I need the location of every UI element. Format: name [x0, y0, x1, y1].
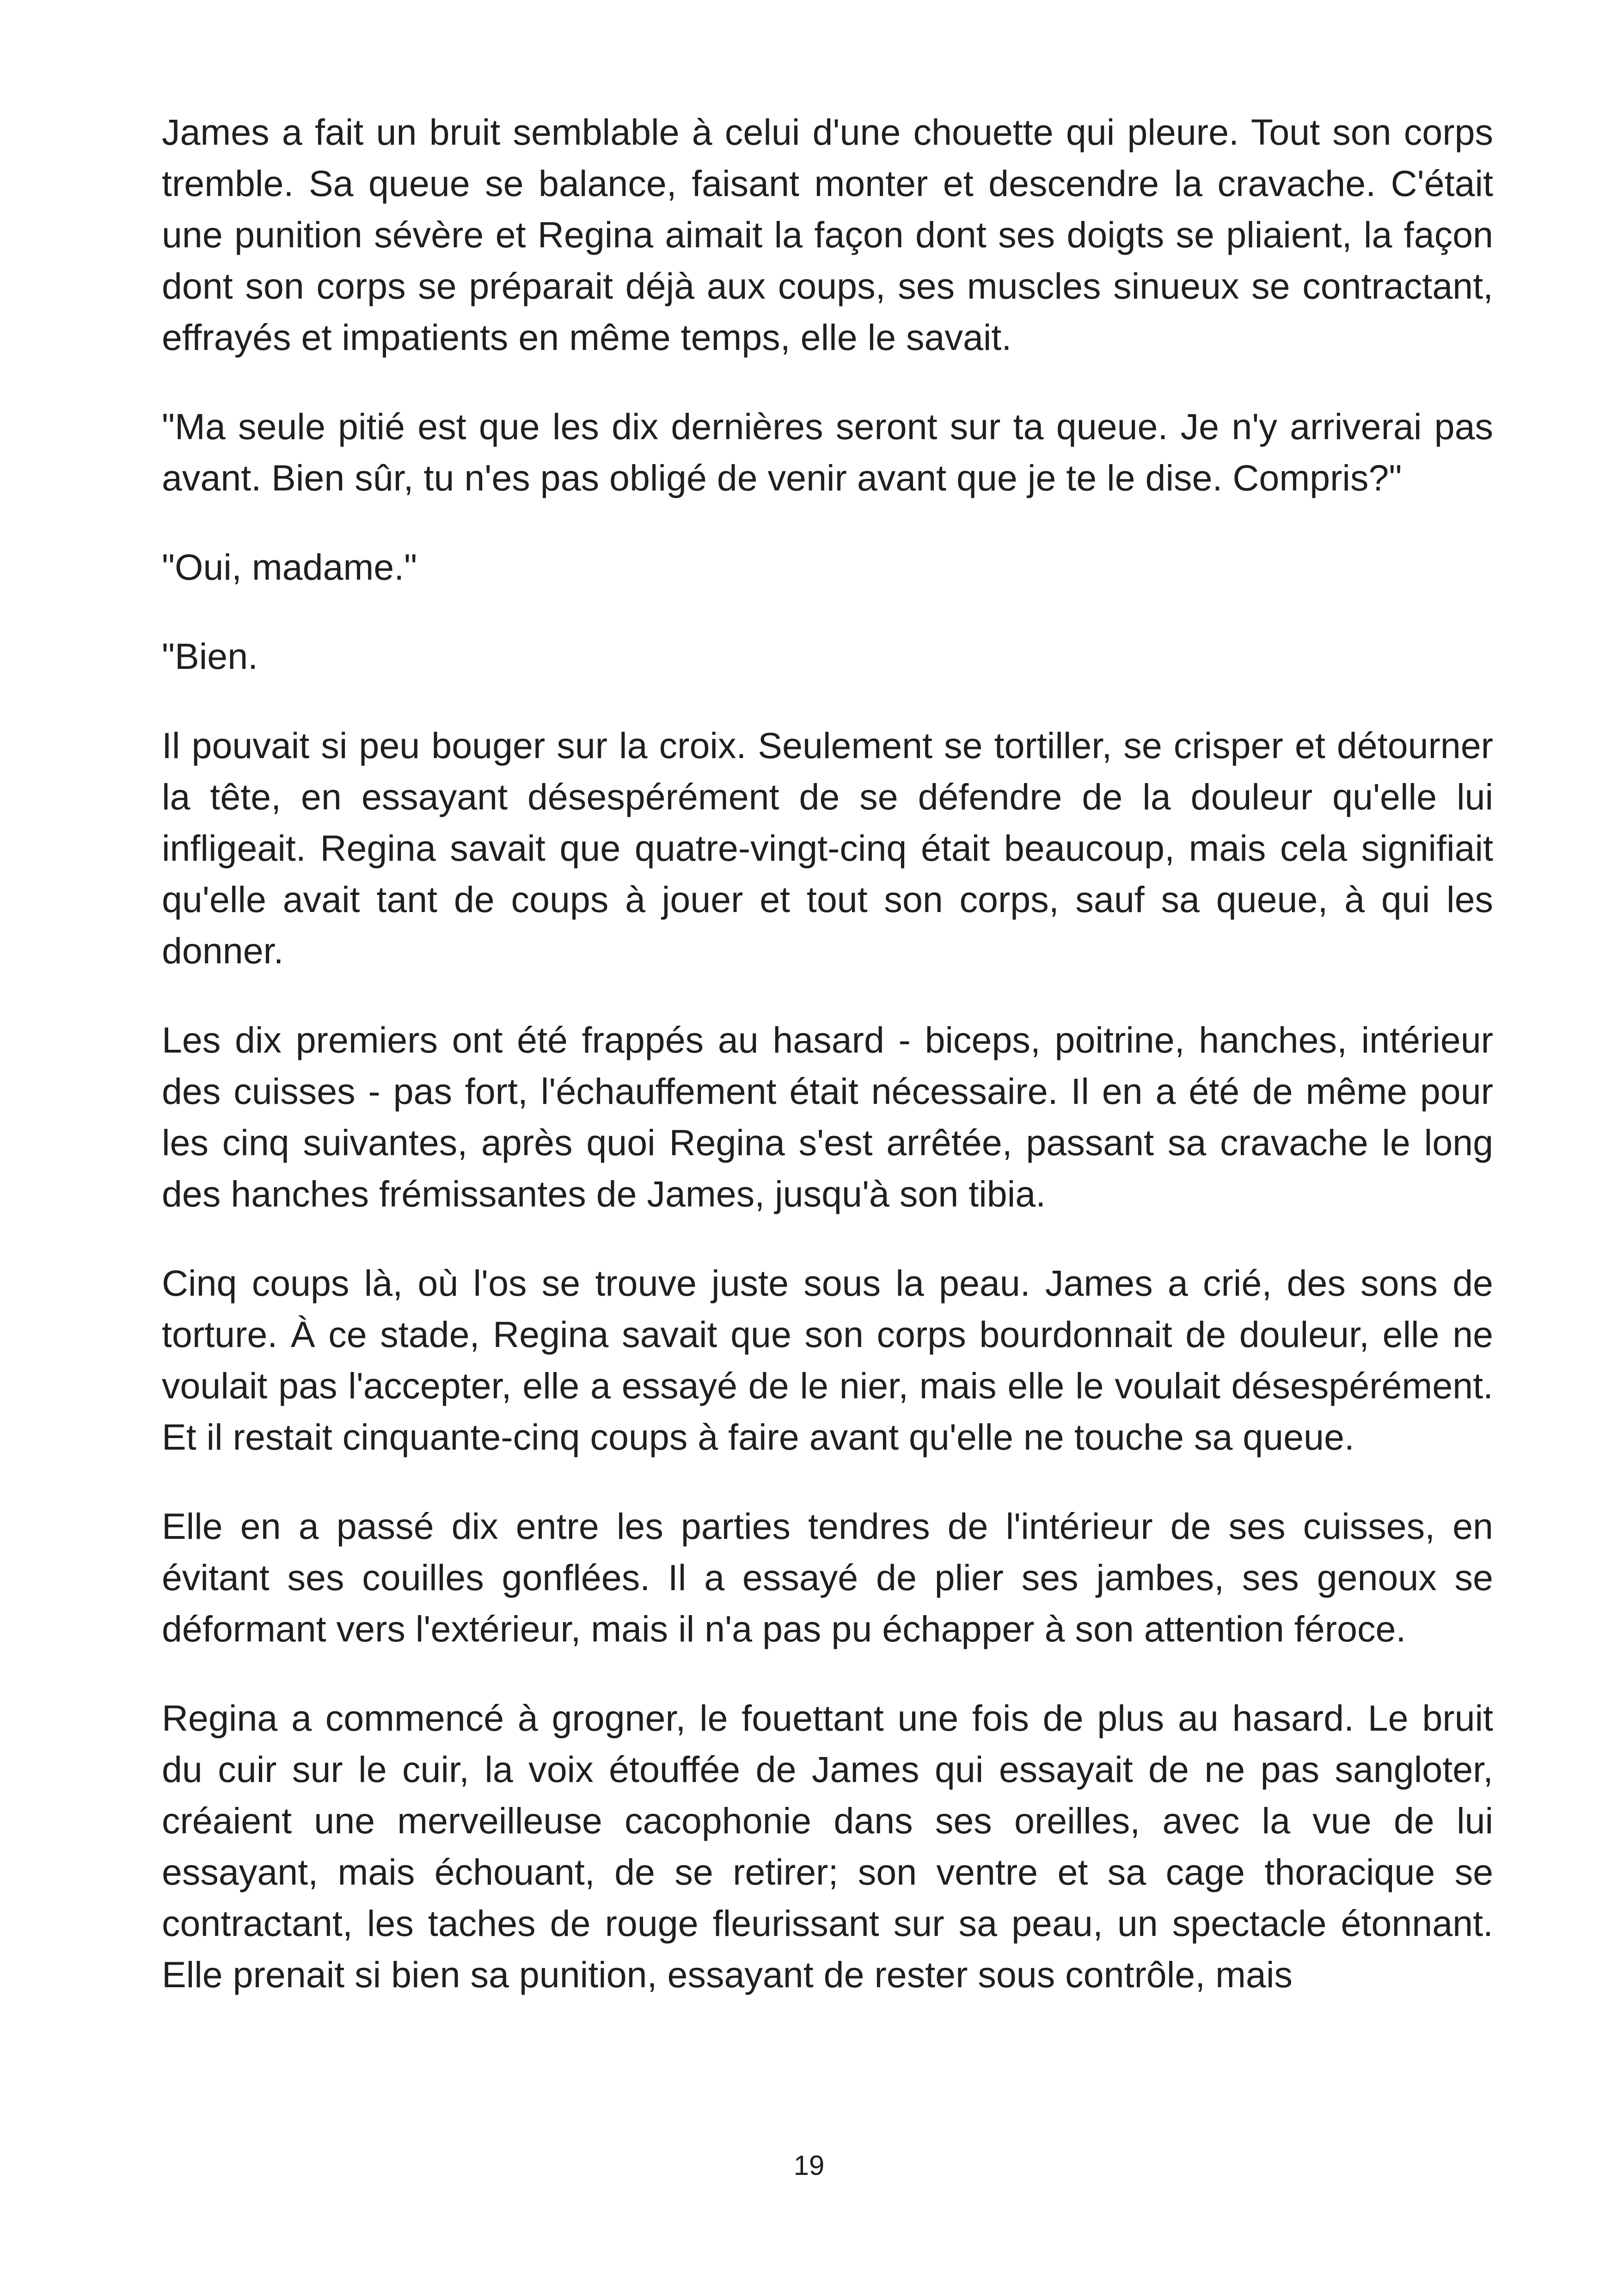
paragraph-9: Regina a commencé à grogner, le fouettant une fois de plus au hasard. Le bruit du cuir sur le cuir, la voix étouffée de James qui essayait de ne pas sangloter, créaient une merveilleuse cacophonie dans ses oreilles, avec la vue de lui essayant, mais échouant, de se retirer; son ventre et sa cage thoracique se contractant, les taches de rouge fleurissant sur sa peau, un spectacle étonnant. Elle prenait si bien sa punition, essayant de rester sous contrôle, mais [162, 1697, 1493, 1995]
paragraph-8: Elle en a passé dix entre les parties tendres de l'intérieur de ses cuisses, en évitant ses couilles gonflées. Il a essayé de plier ses jambes, ses genoux se déformant vers l'extérieur, mais il n'a pas pu échapper à son attention féroce. [162, 1506, 1493, 1649]
paragraph-4: "Bien. [162, 636, 258, 677]
paragraph-7: Cinq coups là, où l'os se trouve juste sous la peau. James a crié, des sons de torture. À ce stade, Regina savait que son corps bourdonnait de douleur, elle ne voulait pas l'accepter, elle a essayé de le nier, mais elle le voulait désespérément. Et il restait cinquante-cinq coups à faire avant qu'elle ne touche sa queue. [162, 1262, 1493, 1457]
paragraph-3: "Oui, madame." [162, 546, 417, 588]
page-number: 19 [793, 2150, 825, 2181]
body-text [162, 106, 1493, 2038]
paragraph-1: James a fait un bruit semblable à celui d'une chouette qui pleure. Tout son corps tremble. Sa queue se balance, faisant monter et descendre la cravache. C'était une punition sévère et Regina aimait la façon dont ses doigts se pliaient, la façon dont son corps se préparait déjà aux coups, ses muscles sinueux se contractant, effrayés et impatients en même temps, elle le savait. [162, 111, 1493, 358]
paragraph-2: "Ma seule pitié est que les dix dernières seront sur ta queue. Je n'y arriverai pas avant. Bien sûr, tu n'es pas obligé de venir avant que je te le dise. Compris?" [162, 406, 1493, 498]
paragraph-5: Il pouvait si peu bouger sur la croix. Seulement se tortiller, se crisper et détourner la tête, en essayant désespérément de se défendre de la douleur qu'elle lui infligeait. Regina savait que quatre-vingt-cinq était beaucoup, mais cela signifiait qu'elle avait tant de coups à jouer et tout son corps, sauf sa queue, à qui les donner. [162, 725, 1493, 971]
paragraph-6: Les dix premiers ont été frappés au hasard - biceps, poitrine, hanches, intérieur des cuisses - pas fort, l'échauffement était nécessaire. Il en a été de même pour les cinq suivantes, après quoi Regina s'est arrêtée, passant sa cravache le long des hanches frémissantes de James, jusqu'à son tibia. [162, 1019, 1493, 1214]
